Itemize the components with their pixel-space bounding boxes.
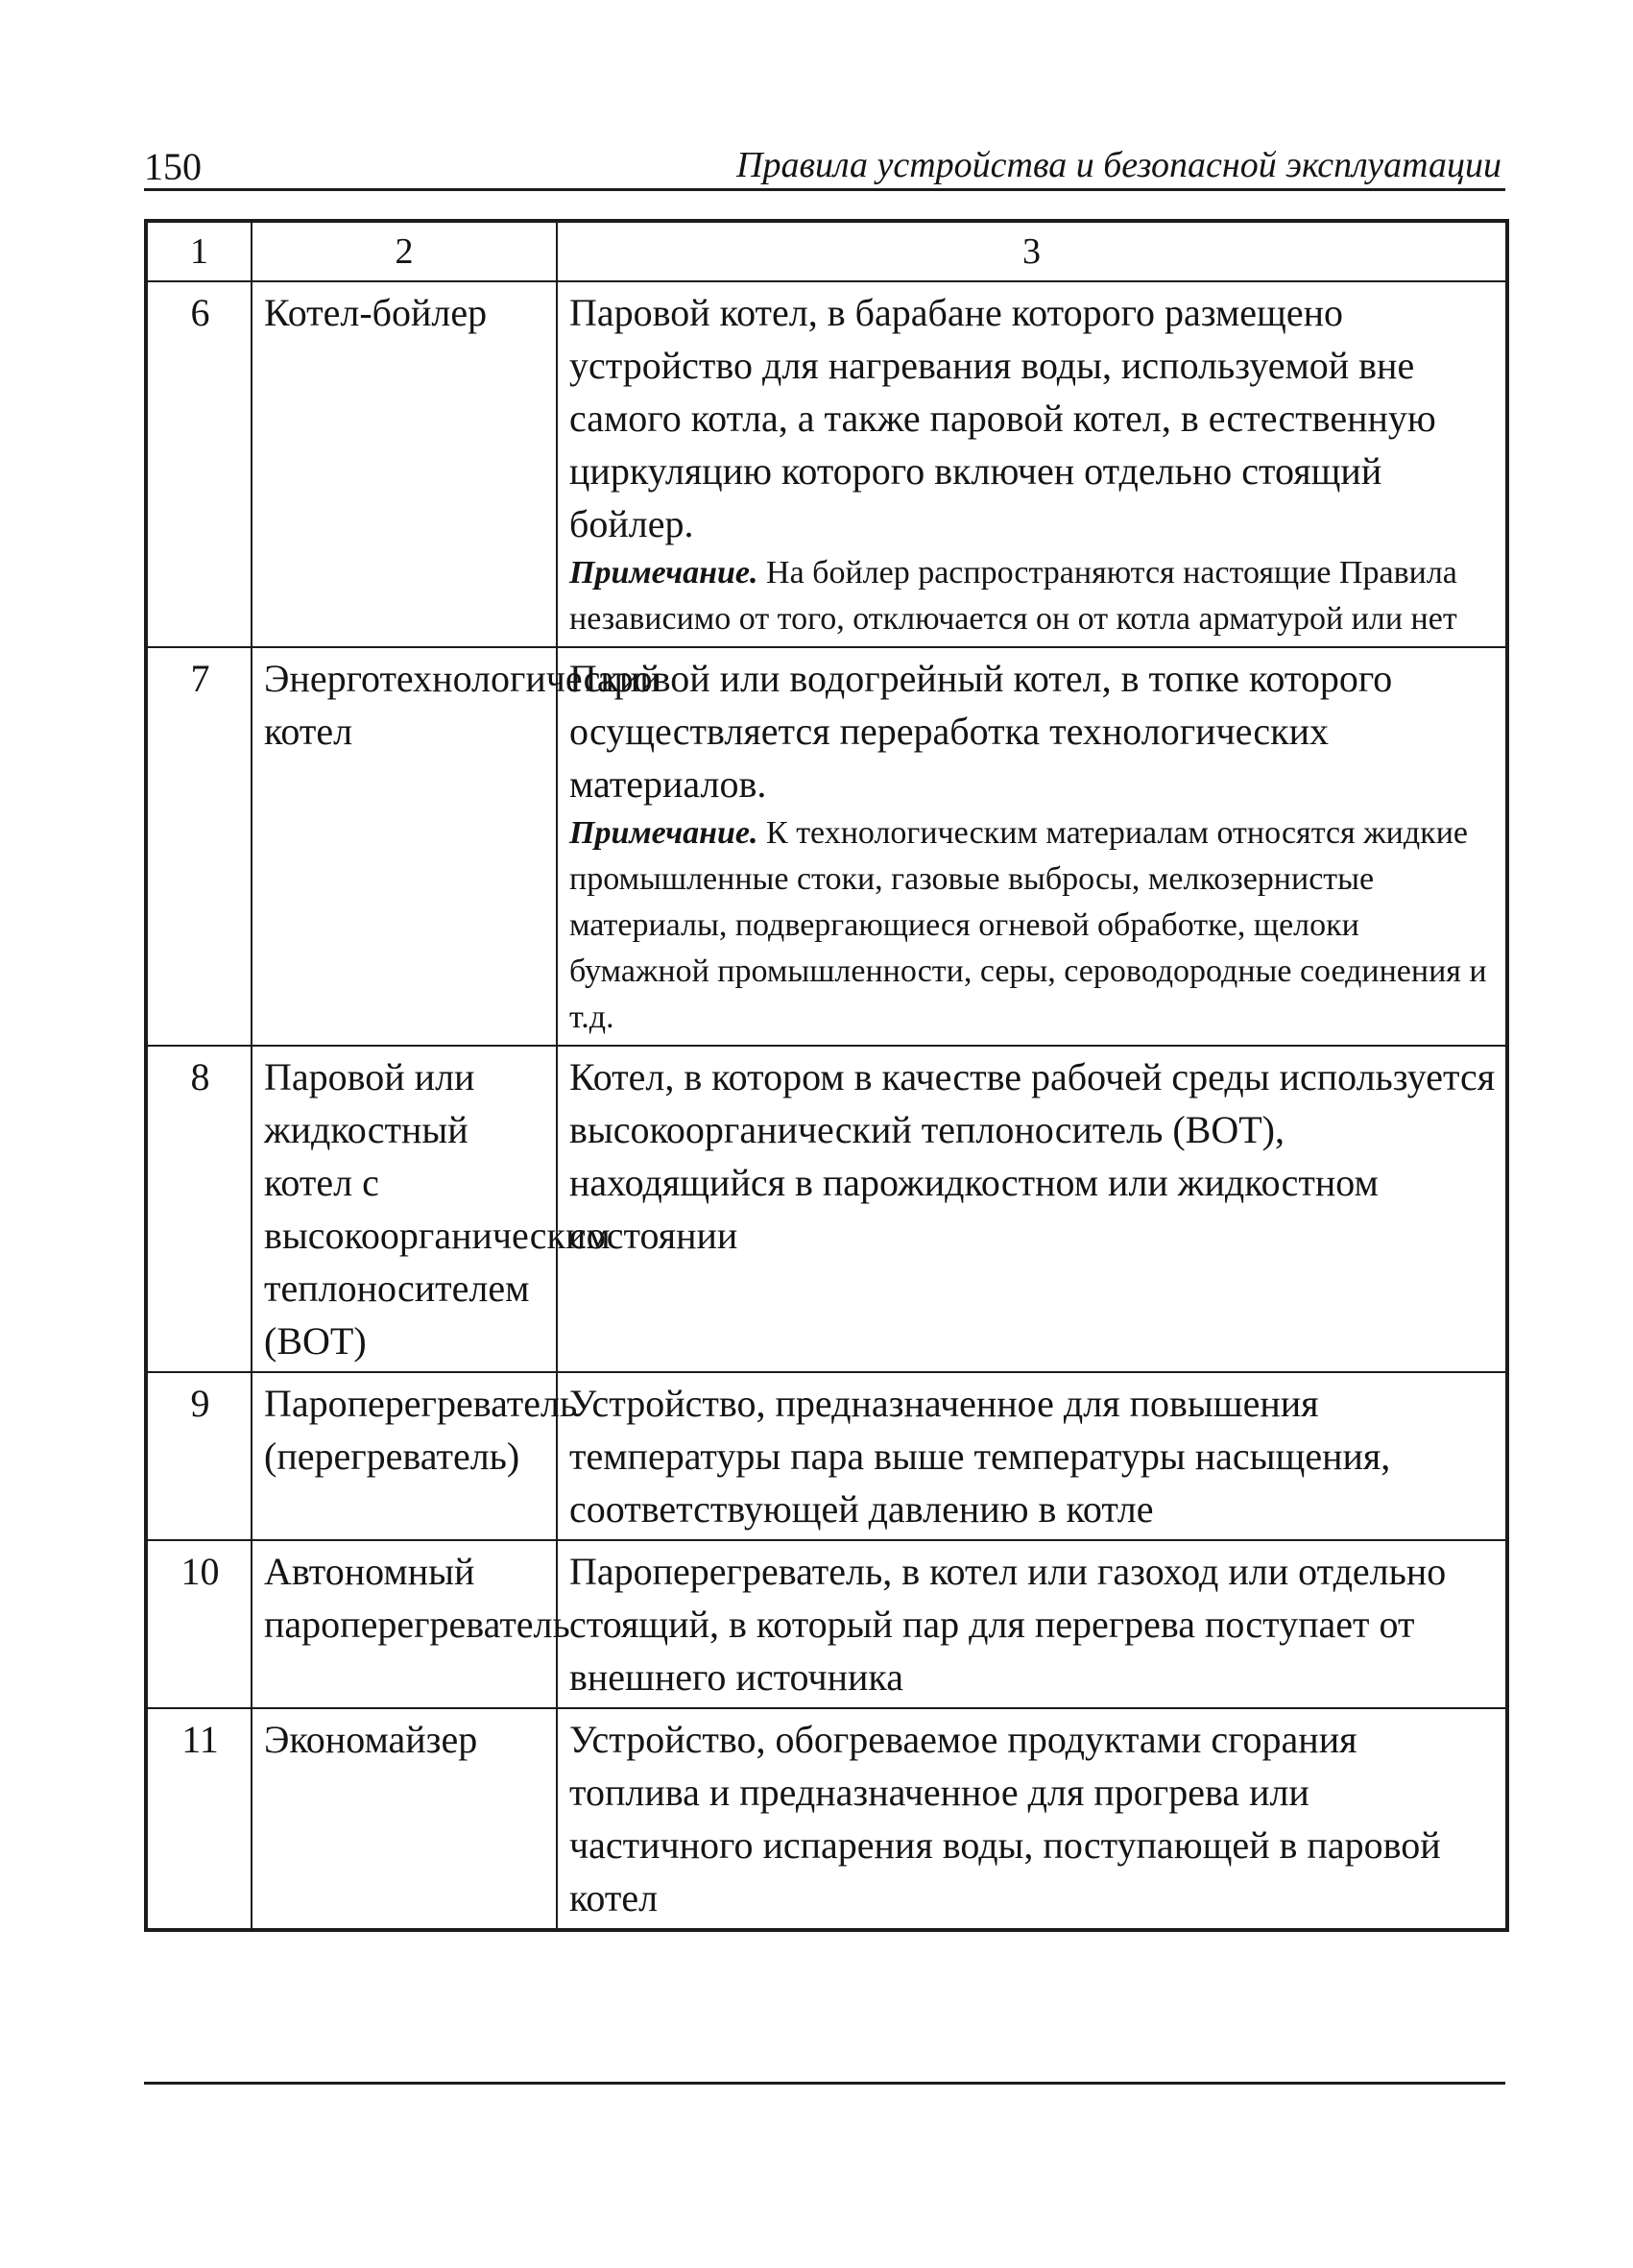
column-header-3: 3 [557,221,1507,281]
table-row [146,647,1507,1046]
footer-rule [144,2082,1505,2085]
row-number: 10 [146,1540,252,1708]
note-label: Примечание. [569,815,758,851]
term-cell: Энерготехнологический котел [252,647,557,1046]
definition-text: Паровой или водогрейный котел, в топке которого осуществляется переработка технологических материалов. [569,657,1393,806]
running-title: Правила устройства и безопасной эксплуатации [736,145,1501,185]
definition-cell: Пароперегреватель, в котел или газоход или отдельно стоящий, в который пар для перегрева поступает от внешнего источника [557,1540,1507,1708]
note [569,810,1496,1041]
table-row [146,281,1507,647]
note [569,550,1496,642]
note-label: Примечание. [569,555,758,591]
definition-text: Паровой котел, в барабане которого размещено устройство для нагревания воды, используемой вне самого котла, а также паровой котел, в естественную циркуляцию которого включен отдельно стоящий бойлер. [569,291,1436,545]
definition-cell [557,647,1507,1046]
definition-cell: Устройство, предназначенное для повышения температуры пара выше температуры насыщения, соответствующей давлению в котле [557,1372,1507,1540]
row-number: 7 [146,647,252,1046]
definition-cell [557,281,1507,647]
page-header [144,142,1505,191]
column-header-1: 1 [146,221,252,281]
term-cell: Автономный пароперегреватель [252,1540,557,1708]
table-row [146,1708,1507,1930]
table-row [146,1540,1507,1708]
term-cell: Паровой или жидкостный котел с высокоорганическим теплоносителем (ВОТ) [252,1046,557,1372]
row-number: 11 [146,1708,252,1930]
note-text: К технологическим материалам относятся жидкие промышленные стоки, газовые выбросы, мелкозернистые материалы, подвергающиеся огневой обработке, щелоки бумажной промышленности, серы, сероводородные соединения и т.д. [569,815,1487,1035]
definition-cell: Котел, в котором в качестве рабочей среды используется высокоорганический теплоноситель (ВОТ), находящийся в парожидкостном или жидкостном состоянии [557,1046,1507,1372]
row-number: 8 [146,1046,252,1372]
table-header-row [146,221,1507,281]
definition-cell: Устройство, обогреваемое продуктами сгорания топлива и предназначенное для прогрева или частичного испарения воды, поступающей в паровой котел [557,1708,1507,1930]
term-cell: Экономайзер [252,1708,557,1930]
term-cell: Пароперегреватель (перегреватель) [252,1372,557,1540]
note-text: На бойлер распространяются настоящие Правила независимо от того, отключается он от котла арматурой или нет [569,555,1457,637]
term-cell: Котел-бойлер [252,281,557,647]
definitions-table [144,219,1509,1932]
row-number: 9 [146,1372,252,1540]
page-number: 150 [144,145,202,188]
row-number: 6 [146,281,252,647]
column-header-2: 2 [252,221,557,281]
table-row [146,1046,1507,1372]
table-row [146,1372,1507,1540]
